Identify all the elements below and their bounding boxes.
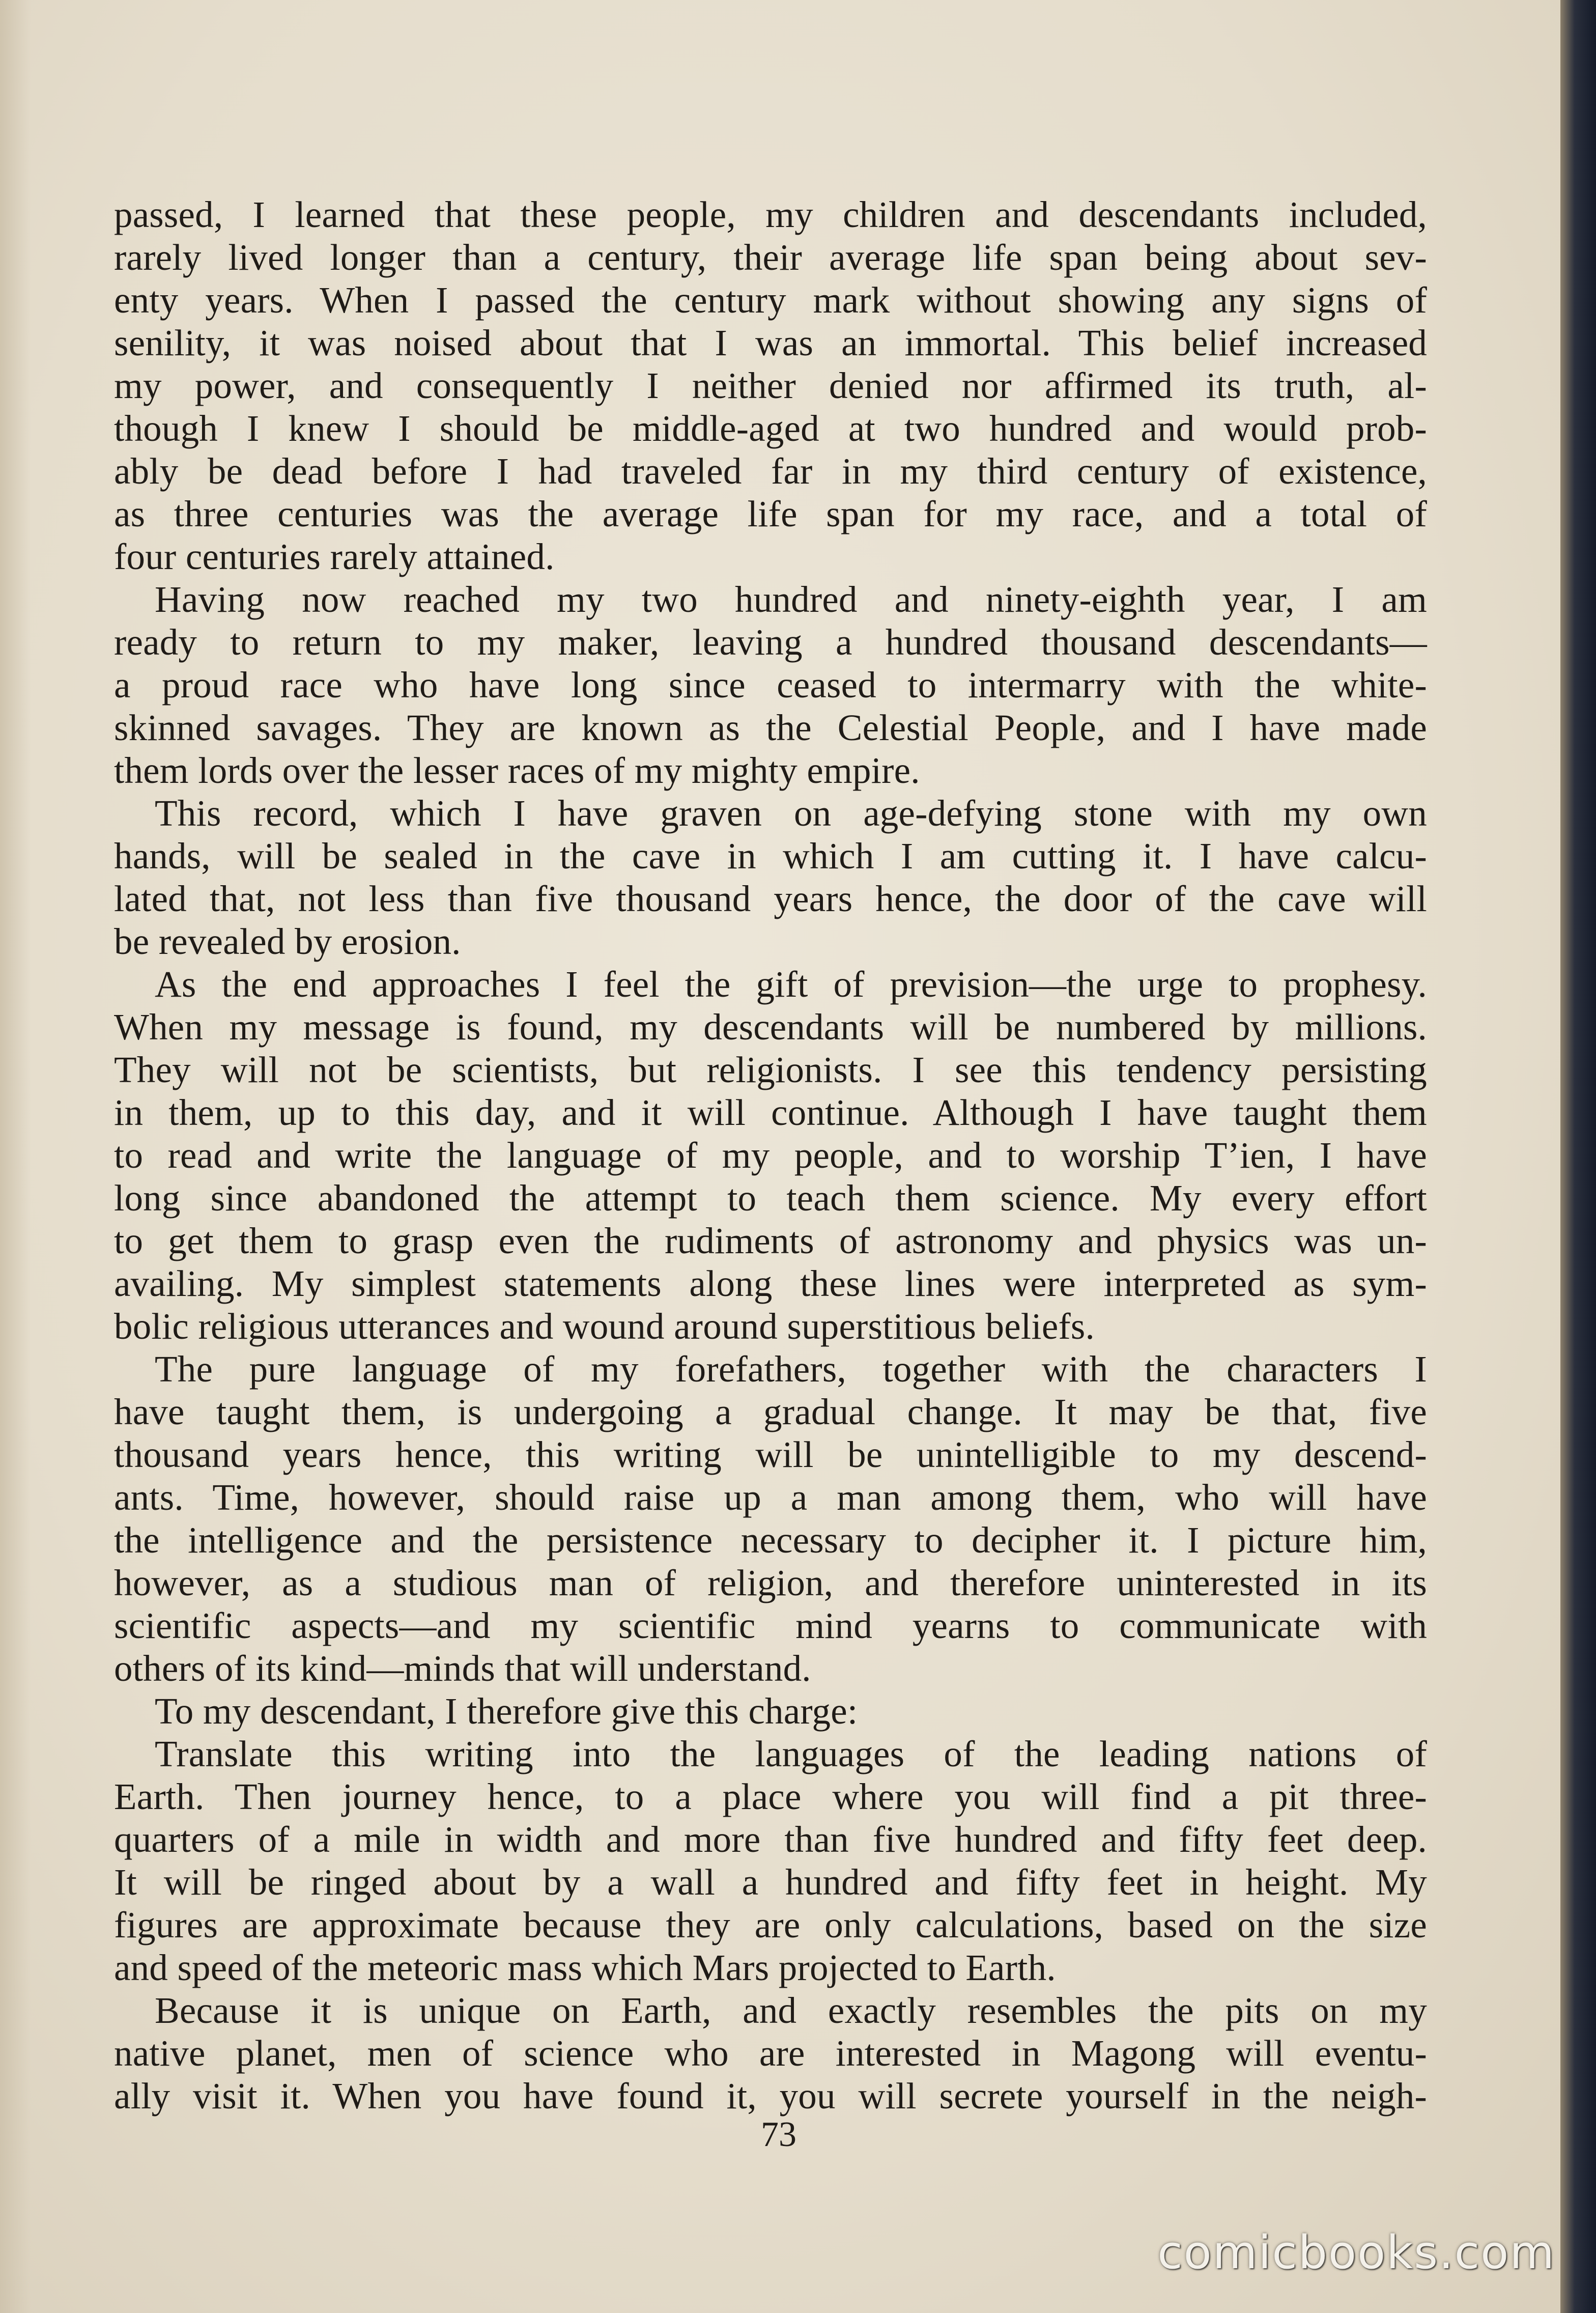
- text-line: availing. My simplest statements along these lines were interpreted as sym-: [114, 1263, 1427, 1304]
- text-line: though I knew I should be middle-aged at two hundred and would prob-: [114, 408, 1427, 449]
- paragraph-1: [114, 193, 1427, 578]
- page-edge-shadow: [0, 0, 31, 2313]
- text-line: enty years. When I passed the century mark without showing any signs of: [114, 279, 1427, 321]
- paragraph-7: [114, 1733, 1427, 1989]
- text-line: have taught them, is undergoing a gradual change. It may be that, five: [114, 1391, 1427, 1432]
- text-line: passed, I learned that these people, my children and descendants included,: [114, 194, 1427, 235]
- text-line: my power, and consequently I neither denied nor affirmed its truth, al-: [114, 365, 1427, 406]
- text-line: them lords over the lesser races of my mighty empire.: [114, 750, 920, 791]
- page-number: 73: [761, 2115, 796, 2154]
- text-line: As the end approaches I feel the gift of prevision—the urge to prophesy.: [155, 964, 1427, 1005]
- text-line: This record, which I have graven on age-defying stone with my own: [155, 793, 1427, 834]
- text-line: Earth. Then journey hence, to a place where you will find a pit three-: [114, 1776, 1427, 1817]
- text-line: a proud race who have long since ceased to intermarry with the white-: [114, 664, 1427, 706]
- text-line: lated that, not less than five thousand years hence, the door of the cave will: [114, 878, 1427, 919]
- paragraph-8: [114, 1989, 1427, 2118]
- text-line: Because it is unique on Earth, and exactly resembles the pits on my: [155, 1990, 1427, 2031]
- text-line: and speed of the meteoric mass which Mars projected to Earth.: [114, 1947, 1056, 1988]
- text-line: figures are approximate because they are only calculations, based on the size: [114, 1904, 1427, 1945]
- text-line: The pure language of my forefathers, together with the characters I: [155, 1348, 1427, 1390]
- text-line: It will be ringed about by a wall a hundred and fifty feet in height. My: [114, 1861, 1427, 1903]
- text-line: others of its kind—minds that will understand.: [114, 1648, 811, 1689]
- text-line: ally visit it. When you have found it, you will secrete yourself in the neigh-: [114, 2075, 1427, 2117]
- book-spine-edge: [1560, 0, 1596, 2313]
- text-line: four centuries rarely attained.: [114, 536, 555, 577]
- text-line: Having now reached my two hundred and ninety-eighth year, I am: [155, 579, 1427, 620]
- text-line: Translate this writing into the languages of the leading nations of: [155, 1733, 1427, 1774]
- text-line: When my message is found, my descendants will be numbered by millions.: [114, 1006, 1427, 1048]
- text-line: ably be dead before I had traveled far in my third century of existence,: [114, 450, 1427, 492]
- paragraph-2: [114, 578, 1427, 792]
- text-line: in them, up to this day, and it will continue. Although I have taught them: [114, 1092, 1427, 1133]
- text-line: scientific aspects—and my scientific mind yearns to communicate with: [114, 1605, 1427, 1646]
- text-line: bolic religious utterances and wound around superstitious beliefs.: [114, 1306, 1095, 1347]
- paragraph-3: [114, 792, 1427, 963]
- text-line: as three centuries was the average life span for my race, and a total of: [114, 493, 1427, 534]
- text-line: to read and write the language of my people, and to worship T’ien, I have: [114, 1135, 1427, 1176]
- paragraph-5: [114, 1348, 1427, 1690]
- text-line: to get them to grasp even the rudiments of astronomy and physics was un-: [114, 1220, 1427, 1261]
- text-line: the intelligence and the persistence necessary to decipher it. I picture him,: [114, 1519, 1427, 1561]
- text-line: ants. Time, however, should raise up a man among them, who will have: [114, 1477, 1427, 1518]
- paragraph-6: [114, 1690, 1427, 1733]
- text-line: hands, will be sealed in the cave in which I am cutting it. I have calcu-: [114, 835, 1427, 877]
- text-line: native planet, men of science who are interested in Magong will eventu-: [114, 2033, 1427, 2074]
- text-line: quarters of a mile in width and more than five hundred and fifty feet deep.: [114, 1819, 1427, 1860]
- text-line: skinned savages. They are known as the Celestial People, and I have made: [114, 707, 1427, 748]
- text-line: however, as a studious man of religion, and therefore uninterested in its: [114, 1562, 1427, 1603]
- text-line: senility, it was noised about that I was an immortal. This belief increased: [114, 322, 1427, 363]
- body-text: [114, 193, 1427, 2118]
- text-line: long since abandoned the attempt to teach them science. My every effort: [114, 1177, 1427, 1219]
- paragraph-4: [114, 963, 1427, 1348]
- text-line: thousand years hence, this writing will be unintelligible to my descend-: [114, 1434, 1427, 1475]
- text-line: rarely lived longer than a century, their average life span being about sev-: [114, 237, 1427, 278]
- text-line: ready to return to my maker, leaving a hundred thousand descendants—: [114, 622, 1427, 663]
- text-line: They will not be scientists, but religionists. I see this tendency persisting: [114, 1049, 1427, 1090]
- watermark-logo: comicbooks.com: [1157, 2226, 1555, 2279]
- text-line: be revealed by erosion.: [114, 921, 461, 962]
- text-line: To my descendant, I therefore give this charge:: [155, 1690, 858, 1732]
